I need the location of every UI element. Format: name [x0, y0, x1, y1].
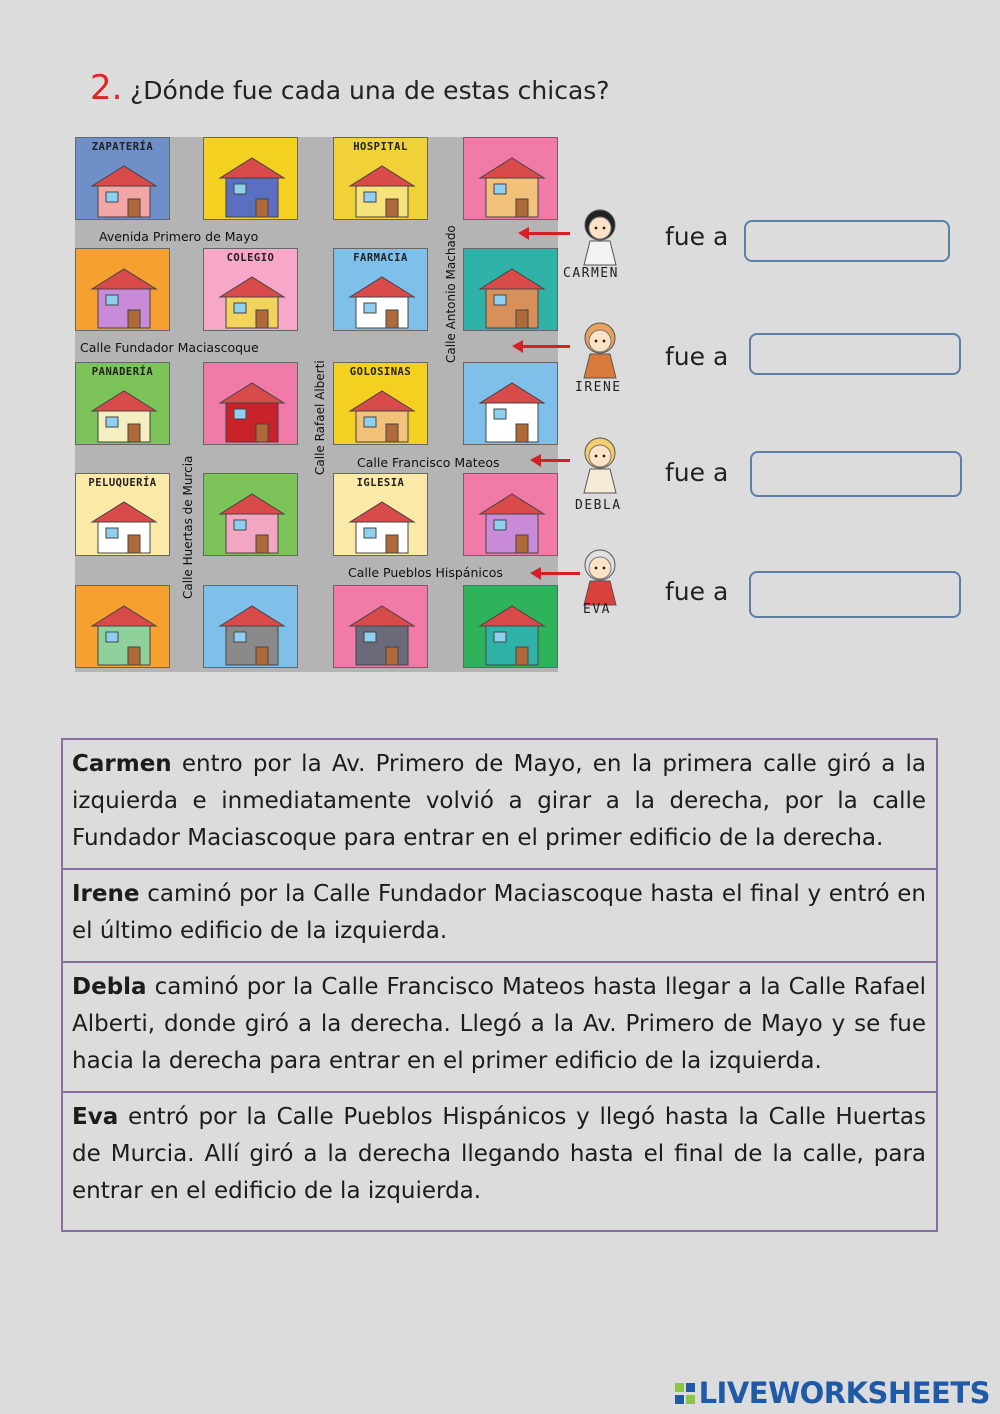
answer-prefix-debla: fue a	[665, 458, 729, 487]
house-icon	[464, 138, 558, 220]
map-building-6	[333, 248, 428, 331]
map-building-7	[463, 248, 558, 331]
girl-name-carmen: CARMEN	[563, 266, 619, 281]
street-label-machado: Calle Antonio Machado	[444, 225, 458, 363]
house-icon	[204, 474, 298, 556]
arrow-irene	[522, 345, 570, 348]
girl-name-debla: DEBLA	[575, 498, 622, 513]
building-label: PANADERÍA	[91, 366, 154, 378]
street-label-avenida: Avenida Primero de Mayo	[99, 229, 259, 244]
liveworksheets-logo-text: LIVEWORKSHEETS	[698, 1376, 990, 1410]
girl-name-irene: IRENE	[575, 380, 622, 395]
clue-eva	[63, 1093, 936, 1230]
house-icon	[464, 474, 558, 556]
building-label: HOSPITAL	[353, 141, 408, 153]
clue-name: Irene	[72, 881, 140, 907]
map-building-12	[75, 473, 170, 556]
clue-carmen	[63, 740, 936, 870]
clue-text: entró por la Calle Pueblos Hispánicos y llegó hasta la Calle Huertas de Murcia. Allí giró a la derecha llegando hasta el final de la calle, para entrar en el edificio de la izquierda.	[72, 1104, 926, 1204]
exercise-question: ¿Dónde fue cada una de estas chicas?	[130, 76, 610, 105]
map-building-1	[203, 137, 298, 220]
liveworksheets-logo-icon	[674, 1380, 696, 1406]
girl-carmen-icon	[572, 205, 628, 273]
girl-name-eva: EVA	[583, 602, 611, 617]
house-icon	[464, 586, 558, 668]
map-building-0	[75, 137, 170, 220]
map-building-8	[75, 362, 170, 445]
arrow-debla	[540, 459, 570, 462]
map-building-11	[463, 362, 558, 445]
clue-debla	[63, 963, 936, 1093]
answer-box-carmen[interactable]	[744, 220, 950, 262]
exercise-number: 2.	[90, 68, 123, 108]
clue-name: Debla	[72, 974, 147, 1000]
map-building-9	[203, 362, 298, 445]
house-icon	[76, 249, 170, 331]
girl-irene-icon	[572, 318, 628, 386]
clue-irene	[63, 870, 936, 963]
house-icon	[204, 138, 298, 220]
map-building-19	[463, 585, 558, 668]
house-icon	[464, 363, 558, 445]
house-icon	[76, 586, 170, 668]
map-building-14	[333, 473, 428, 556]
building-label: GOLOSINAS	[349, 366, 412, 378]
house-icon	[334, 586, 428, 668]
clue-text: entro por la Av. Primero de Mayo, en la primera calle giró a la izquierda e inmediatamente volvió a girar a la derecha, por la calle Fundador Maciascoque para entrar en el primer edificio de la derecha.	[72, 751, 926, 851]
clues-table	[61, 738, 938, 1232]
map-building-13	[203, 473, 298, 556]
map-building-16	[75, 585, 170, 668]
street-label-huertas: Calle Huertas de Murcia	[181, 455, 195, 599]
street-label-alberti: Calle Rafael Alberti	[313, 360, 327, 475]
map-building-18	[333, 585, 428, 668]
house-icon	[204, 363, 298, 445]
map-building-15	[463, 473, 558, 556]
clue-name: Eva	[72, 1104, 119, 1130]
map-building-3	[463, 137, 558, 220]
map-building-2	[333, 137, 428, 220]
map-building-17	[203, 585, 298, 668]
house-icon	[204, 586, 298, 668]
map-building-10	[333, 362, 428, 445]
answer-box-eva[interactable]	[749, 571, 961, 618]
building-label: FARMACIA	[353, 252, 408, 264]
street-label-fundador: Calle Fundador Maciascoque	[80, 340, 259, 355]
street-label-francisco: Calle Francisco Mateos	[357, 455, 500, 470]
clue-name: Carmen	[72, 751, 172, 777]
answer-box-debla[interactable]	[750, 451, 962, 497]
answer-box-irene[interactable]	[749, 333, 961, 375]
building-label: PELUQUERÍA	[88, 477, 157, 489]
map-building-5	[203, 248, 298, 331]
street-label-pueblos: Calle Pueblos Hispánicos	[348, 565, 503, 580]
building-label: COLEGIO	[226, 252, 275, 264]
answer-prefix-irene: fue a	[665, 342, 729, 371]
clue-text: caminó por la Calle Fundador Maciascoque hasta el final y entró en el último edificio de la izquierda.	[72, 881, 926, 944]
answer-prefix-eva: fue a	[665, 577, 729, 606]
answer-prefix-carmen: fue a	[665, 222, 729, 251]
building-label: ZAPATERÍA	[91, 141, 154, 153]
building-label: IGLESIA	[356, 477, 405, 489]
map-building-4	[75, 248, 170, 331]
house-icon	[464, 249, 558, 331]
town-map	[75, 137, 558, 672]
liveworksheets-logo[interactable]	[674, 1376, 990, 1410]
arrow-carmen	[528, 232, 570, 235]
clue-text: caminó por la Calle Francisco Mateos hasta llegar a la Calle Rafael Alberti, donde giró a la derecha. Llegó a la Av. Primero de Mayo y se fue hacia la derecha para entrar en el primer edificio de la izquierda.	[72, 974, 926, 1074]
girl-debla-icon	[572, 433, 628, 501]
